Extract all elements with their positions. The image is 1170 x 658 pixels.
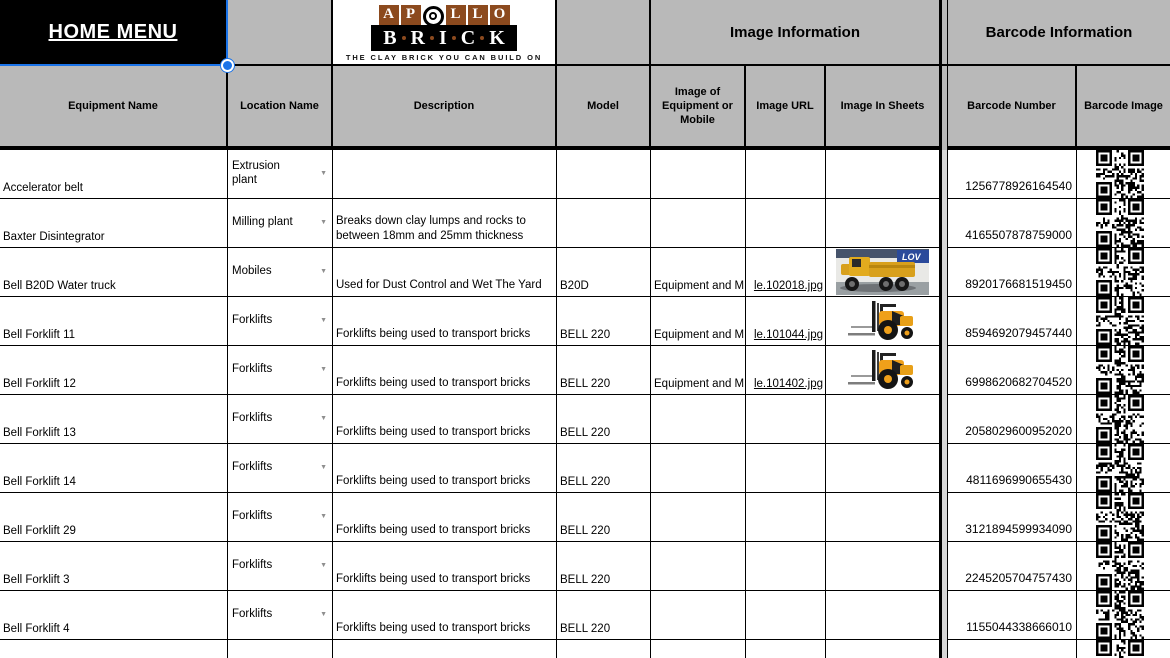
cell-barcode-number[interactable] xyxy=(948,248,1077,297)
home-menu-label: HOME MENU xyxy=(48,20,178,43)
logo-square-letter: O xyxy=(490,5,510,25)
column-header-label: Image of Equipment or Mobile xyxy=(662,85,733,127)
cell-image-url[interactable] xyxy=(746,640,826,658)
column-header-label: Equipment Name xyxy=(68,99,158,112)
equipment-name-text: Baxter Disintegrator xyxy=(3,231,105,243)
water-truck-photo xyxy=(836,249,929,295)
cell-model[interactable] xyxy=(557,199,651,248)
equipment-name-text: Bell Forklift 11 xyxy=(3,329,76,341)
column-header-location-name[interactable] xyxy=(228,66,333,150)
cell-equipment-name[interactable] xyxy=(0,395,228,444)
cell-description[interactable] xyxy=(333,542,557,591)
column-header-barcode-image[interactable] xyxy=(1077,66,1170,150)
description-text: Forklifts being used to transport bricks xyxy=(336,572,531,585)
column-header-label: Barcode Image xyxy=(1084,99,1163,112)
location-name-text: Forklifts xyxy=(232,608,273,621)
location-dropdown-arrow-icon[interactable]: ▼ xyxy=(320,561,327,569)
location-name-text: Forklifts xyxy=(232,461,273,474)
equipment-name-text: Bell Forklift 13 xyxy=(3,427,76,439)
column-header-image-of-equipment[interactable] xyxy=(651,66,746,150)
model-text: BELL 220 xyxy=(560,378,611,390)
cell-image-of-equipment[interactable] xyxy=(651,199,746,248)
selection-fill-handle[interactable] xyxy=(221,59,234,72)
cell-model[interactable] xyxy=(557,444,651,493)
cell-model[interactable] xyxy=(557,150,651,199)
cell-equipment-name[interactable] xyxy=(0,346,228,395)
location-dropdown-arrow-icon[interactable]: ▼ xyxy=(320,414,327,422)
cell-location-name[interactable] xyxy=(228,395,333,444)
forklift-photo xyxy=(848,348,918,392)
cell-image-in-sheets[interactable] xyxy=(826,248,941,297)
logo-dot xyxy=(430,36,434,40)
barcode-number-text: 8594692079457440 xyxy=(965,326,1072,340)
cell-image-of-equipment[interactable] xyxy=(651,346,746,395)
qr-code-image xyxy=(1096,640,1144,658)
column-header-label: Location Name xyxy=(240,99,319,112)
cell-image-of-equipment[interactable] xyxy=(651,395,746,444)
qr-code-image xyxy=(1096,297,1144,345)
banner-blank-cell[interactable] xyxy=(557,0,651,66)
cell-location-name[interactable] xyxy=(228,346,333,395)
barcode-number-text: 2058029600952020 xyxy=(965,424,1072,438)
cell-location-name[interactable] xyxy=(228,150,333,199)
location-name-text: Extrusion plant xyxy=(232,160,280,186)
qr-code-image xyxy=(1096,248,1144,296)
cell-image-in-sheets[interactable] xyxy=(826,346,941,395)
cell-image-url[interactable] xyxy=(746,150,826,199)
cell-image-in-sheets[interactable] xyxy=(826,444,941,493)
cell-model[interactable] xyxy=(557,591,651,640)
cell-location-name[interactable] xyxy=(228,199,333,248)
cell-description[interactable] xyxy=(333,640,557,658)
description-text: Forklifts being used to transport bricks xyxy=(336,327,531,340)
cell-image-of-equipment[interactable] xyxy=(651,640,746,658)
equipment-name-text: Bell Forklift 14 xyxy=(3,476,76,488)
cell-equipment-name[interactable] xyxy=(0,640,228,658)
column-header-label: Model xyxy=(587,99,619,112)
cell-description[interactable] xyxy=(333,493,557,542)
cell-barcode-image[interactable] xyxy=(1077,248,1170,297)
image-url-link[interactable]: le.101402.jpg xyxy=(753,378,823,390)
location-dropdown-arrow-icon[interactable]: ▼ xyxy=(320,610,327,618)
model-text: BELL 220 xyxy=(560,623,611,635)
equipment-name-text: Bell Forklift 3 xyxy=(3,574,70,586)
qr-code-image xyxy=(1096,199,1144,247)
cell-image-in-sheets[interactable] xyxy=(826,591,941,640)
image-url-link[interactable]: le.102018.jpg xyxy=(753,280,823,292)
selection-border-bottom xyxy=(0,64,229,66)
cell-image-in-sheets[interactable] xyxy=(826,640,941,658)
spacer-column xyxy=(941,0,948,66)
equipment-name-text: Bell B20D Water truck xyxy=(3,280,116,292)
cell-image-in-sheets[interactable] xyxy=(826,297,941,346)
qr-code-image xyxy=(1096,591,1144,639)
cell-barcode-number[interactable] xyxy=(948,542,1077,591)
cell-image-of-equipment[interactable] xyxy=(651,591,746,640)
logo-bar-letter: C xyxy=(460,27,476,49)
equipment-name-text: Accelerator belt xyxy=(3,182,83,194)
location-dropdown-arrow-icon[interactable]: ▼ xyxy=(320,463,327,471)
logo-ring-o xyxy=(423,6,444,27)
barcode-number-text: 6998620682704520 xyxy=(965,375,1072,389)
description-text: Forklifts being used to transport bricks xyxy=(336,523,531,536)
logo-dot xyxy=(480,36,484,40)
cell-model[interactable] xyxy=(557,640,651,658)
cell-description[interactable] xyxy=(333,297,557,346)
equipment-name-text: Bell Forklift 4 xyxy=(3,623,70,635)
cell-equipment-name[interactable] xyxy=(0,150,228,199)
cell-image-in-sheets[interactable] xyxy=(826,395,941,444)
location-dropdown-arrow-icon[interactable]: ▼ xyxy=(320,218,327,226)
logo-bar-letter: R xyxy=(410,27,425,49)
cell-barcode-image[interactable] xyxy=(1077,395,1170,444)
cell-barcode-image[interactable] xyxy=(1077,493,1170,542)
barcode-information-label: Barcode Information xyxy=(985,23,1133,41)
logo-letter-squares xyxy=(379,3,510,26)
cell-location-name[interactable] xyxy=(228,542,333,591)
location-name-text: Forklifts xyxy=(232,363,273,376)
spacer-column xyxy=(941,150,948,658)
cell-description[interactable] xyxy=(333,248,557,297)
cell-location-name[interactable] xyxy=(228,248,333,297)
apollo-brick-logo xyxy=(333,0,557,66)
cell-location-name[interactable] xyxy=(228,444,333,493)
cell-equipment-name[interactable] xyxy=(0,444,228,493)
column-header-label: Description xyxy=(413,99,475,112)
description-text: Forklifts being used to transport bricks xyxy=(336,474,531,487)
cell-description[interactable] xyxy=(333,591,557,640)
cell-image-of-equipment[interactable] xyxy=(651,248,746,297)
logo-bar-letter: B xyxy=(383,27,397,49)
cell-barcode-image[interactable] xyxy=(1077,591,1170,640)
model-text: BELL 220 xyxy=(560,574,611,586)
cell-description[interactable] xyxy=(333,395,557,444)
location-name-text: Forklifts xyxy=(232,559,273,572)
logo-square-letter: L xyxy=(446,5,466,25)
qr-code-image xyxy=(1096,150,1144,198)
cell-barcode-number[interactable] xyxy=(948,493,1077,542)
cell-model[interactable] xyxy=(557,248,651,297)
svg-text:LOV: LOV xyxy=(902,252,921,262)
cell-barcode-number[interactable] xyxy=(948,199,1077,248)
cell-location-name[interactable] xyxy=(228,591,333,640)
cell-image-of-equipment[interactable] xyxy=(651,542,746,591)
logo-bar-letter: K xyxy=(489,27,505,49)
logo-bar-letter: I xyxy=(438,27,447,49)
cell-barcode-image[interactable] xyxy=(1077,150,1170,199)
logo-square-letter: L xyxy=(468,5,488,25)
qr-code-image xyxy=(1096,395,1144,443)
cell-equipment-name[interactable] xyxy=(0,591,228,640)
cell-image-url[interactable] xyxy=(746,346,826,395)
cell-barcode-image[interactable] xyxy=(1077,346,1170,395)
cell-image-of-equipment[interactable] xyxy=(651,150,746,199)
description-text: Used for Dust Control and Wet The Yard xyxy=(336,278,542,291)
cell-image-url[interactable] xyxy=(746,591,826,640)
barcode-number-text: 1256778926164540 xyxy=(965,179,1072,193)
cell-equipment-name[interactable] xyxy=(0,248,228,297)
logo-tagline: THE CLAY BRICK YOU CAN BUILD ON xyxy=(345,53,543,62)
cell-location-name[interactable] xyxy=(228,297,333,346)
cell-image-of-equipment[interactable] xyxy=(651,297,746,346)
cell-image-of-equipment[interactable] xyxy=(651,493,746,542)
image-of-equipment-text: Equipment and M xyxy=(654,329,745,341)
location-name-text: Forklifts xyxy=(232,510,273,523)
description-text: Forklifts being used to transport bricks xyxy=(336,376,531,389)
column-header-model[interactable] xyxy=(557,66,651,150)
forklift-photo xyxy=(848,299,918,343)
column-header-label: Image URL xyxy=(756,99,814,112)
image-of-equipment-text: Equipment and M xyxy=(654,280,745,292)
cell-barcode-number[interactable] xyxy=(948,640,1077,658)
cell-image-in-sheets[interactable] xyxy=(826,493,941,542)
cell-image-url[interactable] xyxy=(746,493,826,542)
selection-border-right xyxy=(226,0,228,66)
cell-location-name[interactable] xyxy=(228,493,333,542)
cell-image-of-equipment[interactable] xyxy=(651,444,746,493)
location-dropdown-arrow-icon[interactable]: ▼ xyxy=(320,169,327,177)
cell-image-url[interactable] xyxy=(746,542,826,591)
cell-barcode-number[interactable] xyxy=(948,150,1077,199)
cell-barcode-image[interactable] xyxy=(1077,640,1170,658)
banner-blank-cell[interactable] xyxy=(228,0,333,66)
barcode-number-text: 8920176681519450 xyxy=(965,277,1072,291)
cell-image-in-sheets[interactable] xyxy=(826,542,941,591)
logo-brick-bar xyxy=(371,25,517,51)
description-text: Forklifts being used to transport bricks xyxy=(336,425,531,438)
equipment-name-text: Bell Forklift 29 xyxy=(3,525,76,537)
cell-image-url[interactable] xyxy=(746,248,826,297)
cell-barcode-image[interactable] xyxy=(1077,199,1170,248)
cell-model[interactable] xyxy=(557,395,651,444)
location-dropdown-arrow-icon[interactable]: ▼ xyxy=(320,512,327,520)
cell-model[interactable] xyxy=(557,346,651,395)
cell-model[interactable] xyxy=(557,297,651,346)
section-header-barcode-information xyxy=(948,0,1170,66)
model-text: BELL 220 xyxy=(560,329,611,341)
cell-barcode-number[interactable] xyxy=(948,346,1077,395)
location-dropdown-arrow-icon[interactable]: ▼ xyxy=(320,365,327,373)
cell-description[interactable] xyxy=(333,150,557,199)
barcode-number-text: 4811696990655430 xyxy=(966,473,1072,487)
qr-code-image xyxy=(1096,493,1144,541)
cell-equipment-name[interactable] xyxy=(0,297,228,346)
barcode-number-text: 4165507878759000 xyxy=(965,228,1072,242)
location-name-text: Forklifts xyxy=(232,412,273,425)
cell-image-url[interactable] xyxy=(746,444,826,493)
column-header-description[interactable] xyxy=(333,66,557,150)
cell-equipment-name[interactable] xyxy=(0,199,228,248)
location-name-text: Milling plant xyxy=(232,216,293,229)
description-text: Forklifts being used to transport bricks xyxy=(336,621,531,634)
cell-equipment-name[interactable] xyxy=(0,493,228,542)
image-information-label: Image Information xyxy=(729,23,860,41)
location-name-text: Mobiles xyxy=(232,265,272,278)
cell-image-url[interactable] xyxy=(746,199,826,248)
logo-square-letter: A xyxy=(379,5,399,25)
logo-square-letter: P xyxy=(401,5,421,25)
location-dropdown-arrow-icon[interactable]: ▼ xyxy=(320,316,327,324)
model-text: BELL 220 xyxy=(560,476,611,488)
column-header-equipment-name[interactable] xyxy=(0,66,228,150)
column-header-image-url[interactable] xyxy=(746,66,826,150)
location-name-text: Forklifts xyxy=(232,314,273,327)
cell-image-url[interactable] xyxy=(746,297,826,346)
column-header-label: Image In Sheets xyxy=(840,99,925,112)
location-dropdown-arrow-icon[interactable]: ▼ xyxy=(320,267,327,275)
cell-barcode-number[interactable] xyxy=(948,591,1077,640)
home-menu-button[interactable] xyxy=(0,0,228,66)
qr-code-image xyxy=(1096,542,1144,590)
cell-description[interactable] xyxy=(333,346,557,395)
section-header-image-information xyxy=(651,0,941,66)
qr-code-image xyxy=(1096,346,1144,394)
equipment-name-text: Bell Forklift 12 xyxy=(3,378,76,390)
model-text: BELL 220 xyxy=(560,427,611,439)
logo-dot xyxy=(402,36,406,40)
image-url-link[interactable]: le.101044.jpg xyxy=(753,329,823,341)
cell-image-in-sheets[interactable] xyxy=(826,199,941,248)
column-header-label: Barcode Number xyxy=(967,99,1056,112)
cell-barcode-image[interactable] xyxy=(1077,542,1170,591)
model-text: BELL 220 xyxy=(560,525,611,537)
cell-description[interactable] xyxy=(333,199,557,248)
cell-description[interactable] xyxy=(333,444,557,493)
image-of-equipment-text: Equipment and M xyxy=(654,378,745,390)
column-header-image-in-sheets[interactable] xyxy=(826,66,941,150)
logo-dot xyxy=(452,36,456,40)
cell-barcode-image[interactable] xyxy=(1077,297,1170,346)
cell-image-url[interactable] xyxy=(746,395,826,444)
cell-barcode-number[interactable] xyxy=(948,297,1077,346)
barcode-number-text: 3121894599934090 xyxy=(965,522,1072,536)
cell-location-name[interactable] xyxy=(228,640,333,658)
spacer-column xyxy=(941,66,948,150)
cell-barcode-image[interactable] xyxy=(1077,444,1170,493)
cell-barcode-number[interactable] xyxy=(948,444,1077,493)
barcode-number-text: 2245205704757430 xyxy=(965,571,1072,585)
cell-model[interactable] xyxy=(557,493,651,542)
qr-code-image xyxy=(1096,444,1144,492)
cell-model[interactable] xyxy=(557,542,651,591)
model-text: B20D xyxy=(560,280,589,292)
description-text: Breaks down clay lumps and rocks to between 18mm and 25mm thickness xyxy=(336,215,526,242)
barcode-number-text: 1155044338666010 xyxy=(966,620,1072,634)
cell-equipment-name[interactable] xyxy=(0,542,228,591)
column-header-barcode-number[interactable] xyxy=(948,66,1077,150)
cell-image-in-sheets[interactable] xyxy=(826,150,941,199)
cell-barcode-number[interactable] xyxy=(948,395,1077,444)
